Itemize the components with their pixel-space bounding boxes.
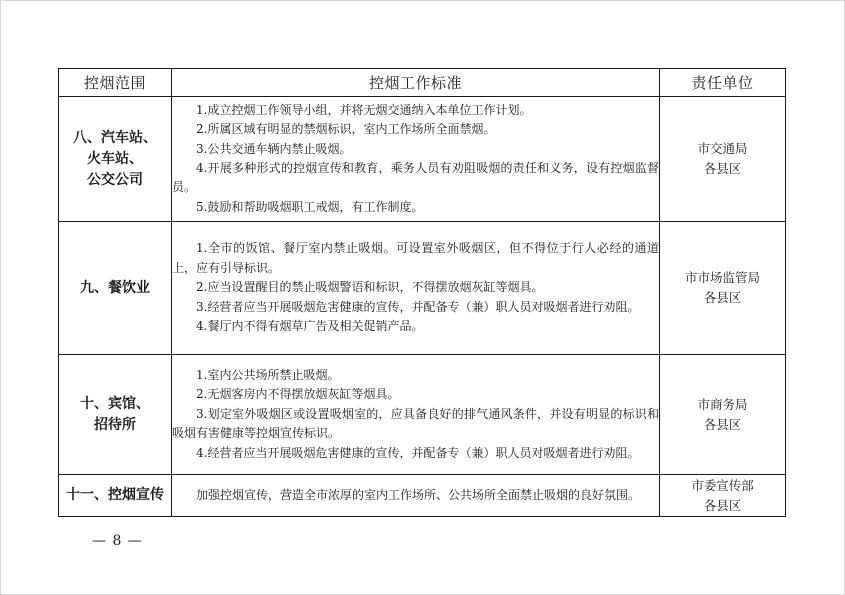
standard-item: 3.经营者应当开展吸烟危害健康的宣传，并配备专（兼）职人员对吸烟者进行劝阻。: [196, 299, 640, 314]
header-standard: 控烟工作标准: [172, 69, 660, 97]
unit-cell: [660, 97, 786, 222]
standard-item: 3.划定室外吸烟区或设置吸烟室的，应具备良好的排气通风条件，并设有明显的标识和吸烟有害健康等控烟宣传标识。: [172, 406, 659, 441]
unit-text: 市市场监管局: [684, 270, 760, 285]
scope-cell: [59, 97, 172, 222]
standard-item: 1.室内公共场所禁止吸烟。: [196, 367, 340, 382]
standard-item: 4.开展多种形式的控烟宣传和教育，乘务人员有劝阻吸烟的责任和义务，设有控烟监督员。: [172, 161, 659, 195]
table-row: [59, 222, 786, 355]
scope-text: 火车站、: [87, 150, 143, 167]
page-number: — 8 —: [92, 533, 143, 549]
scope-cell: [59, 475, 172, 517]
scope-cell: [59, 222, 172, 355]
scope-text: 十一、控烟宣传: [66, 487, 164, 503]
standard-item: 5.鼓励和帮助吸烟职工戒烟，有工作制度。: [196, 199, 424, 214]
standard-item: 4.餐厅内不得有烟草广告及相关促销产品。: [196, 319, 424, 334]
standard-cell: [172, 355, 660, 475]
standard-item: 3.公共交通车辆内禁止吸烟。: [196, 141, 352, 156]
unit-text: 各县区: [703, 497, 742, 513]
table-row: [59, 475, 786, 517]
unit-cell: [660, 222, 786, 355]
table-header-row: [59, 69, 786, 97]
header-unit: 责任单位: [660, 69, 786, 97]
header-scope: 控烟范围: [59, 69, 172, 97]
unit-text: 市委宣传部: [691, 477, 754, 493]
standard-item: 加强控烟宣传，营造全市浓厚的室内工作场所、公共场所全面禁止吸烟的良好氛围。: [196, 487, 641, 502]
unit-cell: [660, 475, 786, 517]
standard-item: 2.所属区域有明显的禁烟标识，室内工作场所全面禁烟。: [196, 122, 496, 137]
unit-text: 各县区: [703, 290, 742, 305]
scope-text: 公交公司: [87, 171, 143, 188]
scope-text: 九、餐饮业: [80, 279, 150, 296]
standard-cell: [172, 222, 660, 355]
standard-cell: [172, 475, 660, 517]
table-row: [59, 355, 786, 475]
unit-text: 各县区: [703, 161, 742, 176]
standard-cell: [172, 97, 660, 222]
standard-item: 1.成立控烟工作领导小组，并将无烟交通纳入本单位工作计划。: [196, 102, 532, 117]
standard-item: 2.应当设置醒目的禁止吸烟警语和标识，不得摆放烟灰缸等烟具。: [196, 280, 544, 295]
tobacco-control-standards-table: [58, 68, 786, 517]
table-row: [59, 97, 786, 222]
scope-text: 十、宾馆、: [80, 395, 150, 412]
unit-cell: [660, 355, 786, 475]
standard-item: 2.无烟客房内不得摆放烟灰缸等烟具。: [196, 387, 400, 402]
scope-text: 八、汽车站、: [73, 129, 157, 146]
unit-text: 市交通局: [697, 141, 748, 156]
unit-text: 各县区: [703, 416, 742, 432]
unit-text: 市商务局: [697, 396, 748, 412]
standard-item: 1.全市的饭馆、餐厅室内禁止吸烟。可设置室外吸烟区，但不得位于行人必经的通道上，应有引导标识。: [172, 241, 659, 275]
standard-item: 4.经营者应当开展吸烟危害健康的宣传，并配备专（兼）职人员对吸烟者进行劝阻。: [196, 445, 640, 460]
scope-cell: [59, 355, 172, 475]
scope-text: 招待所: [94, 416, 136, 433]
